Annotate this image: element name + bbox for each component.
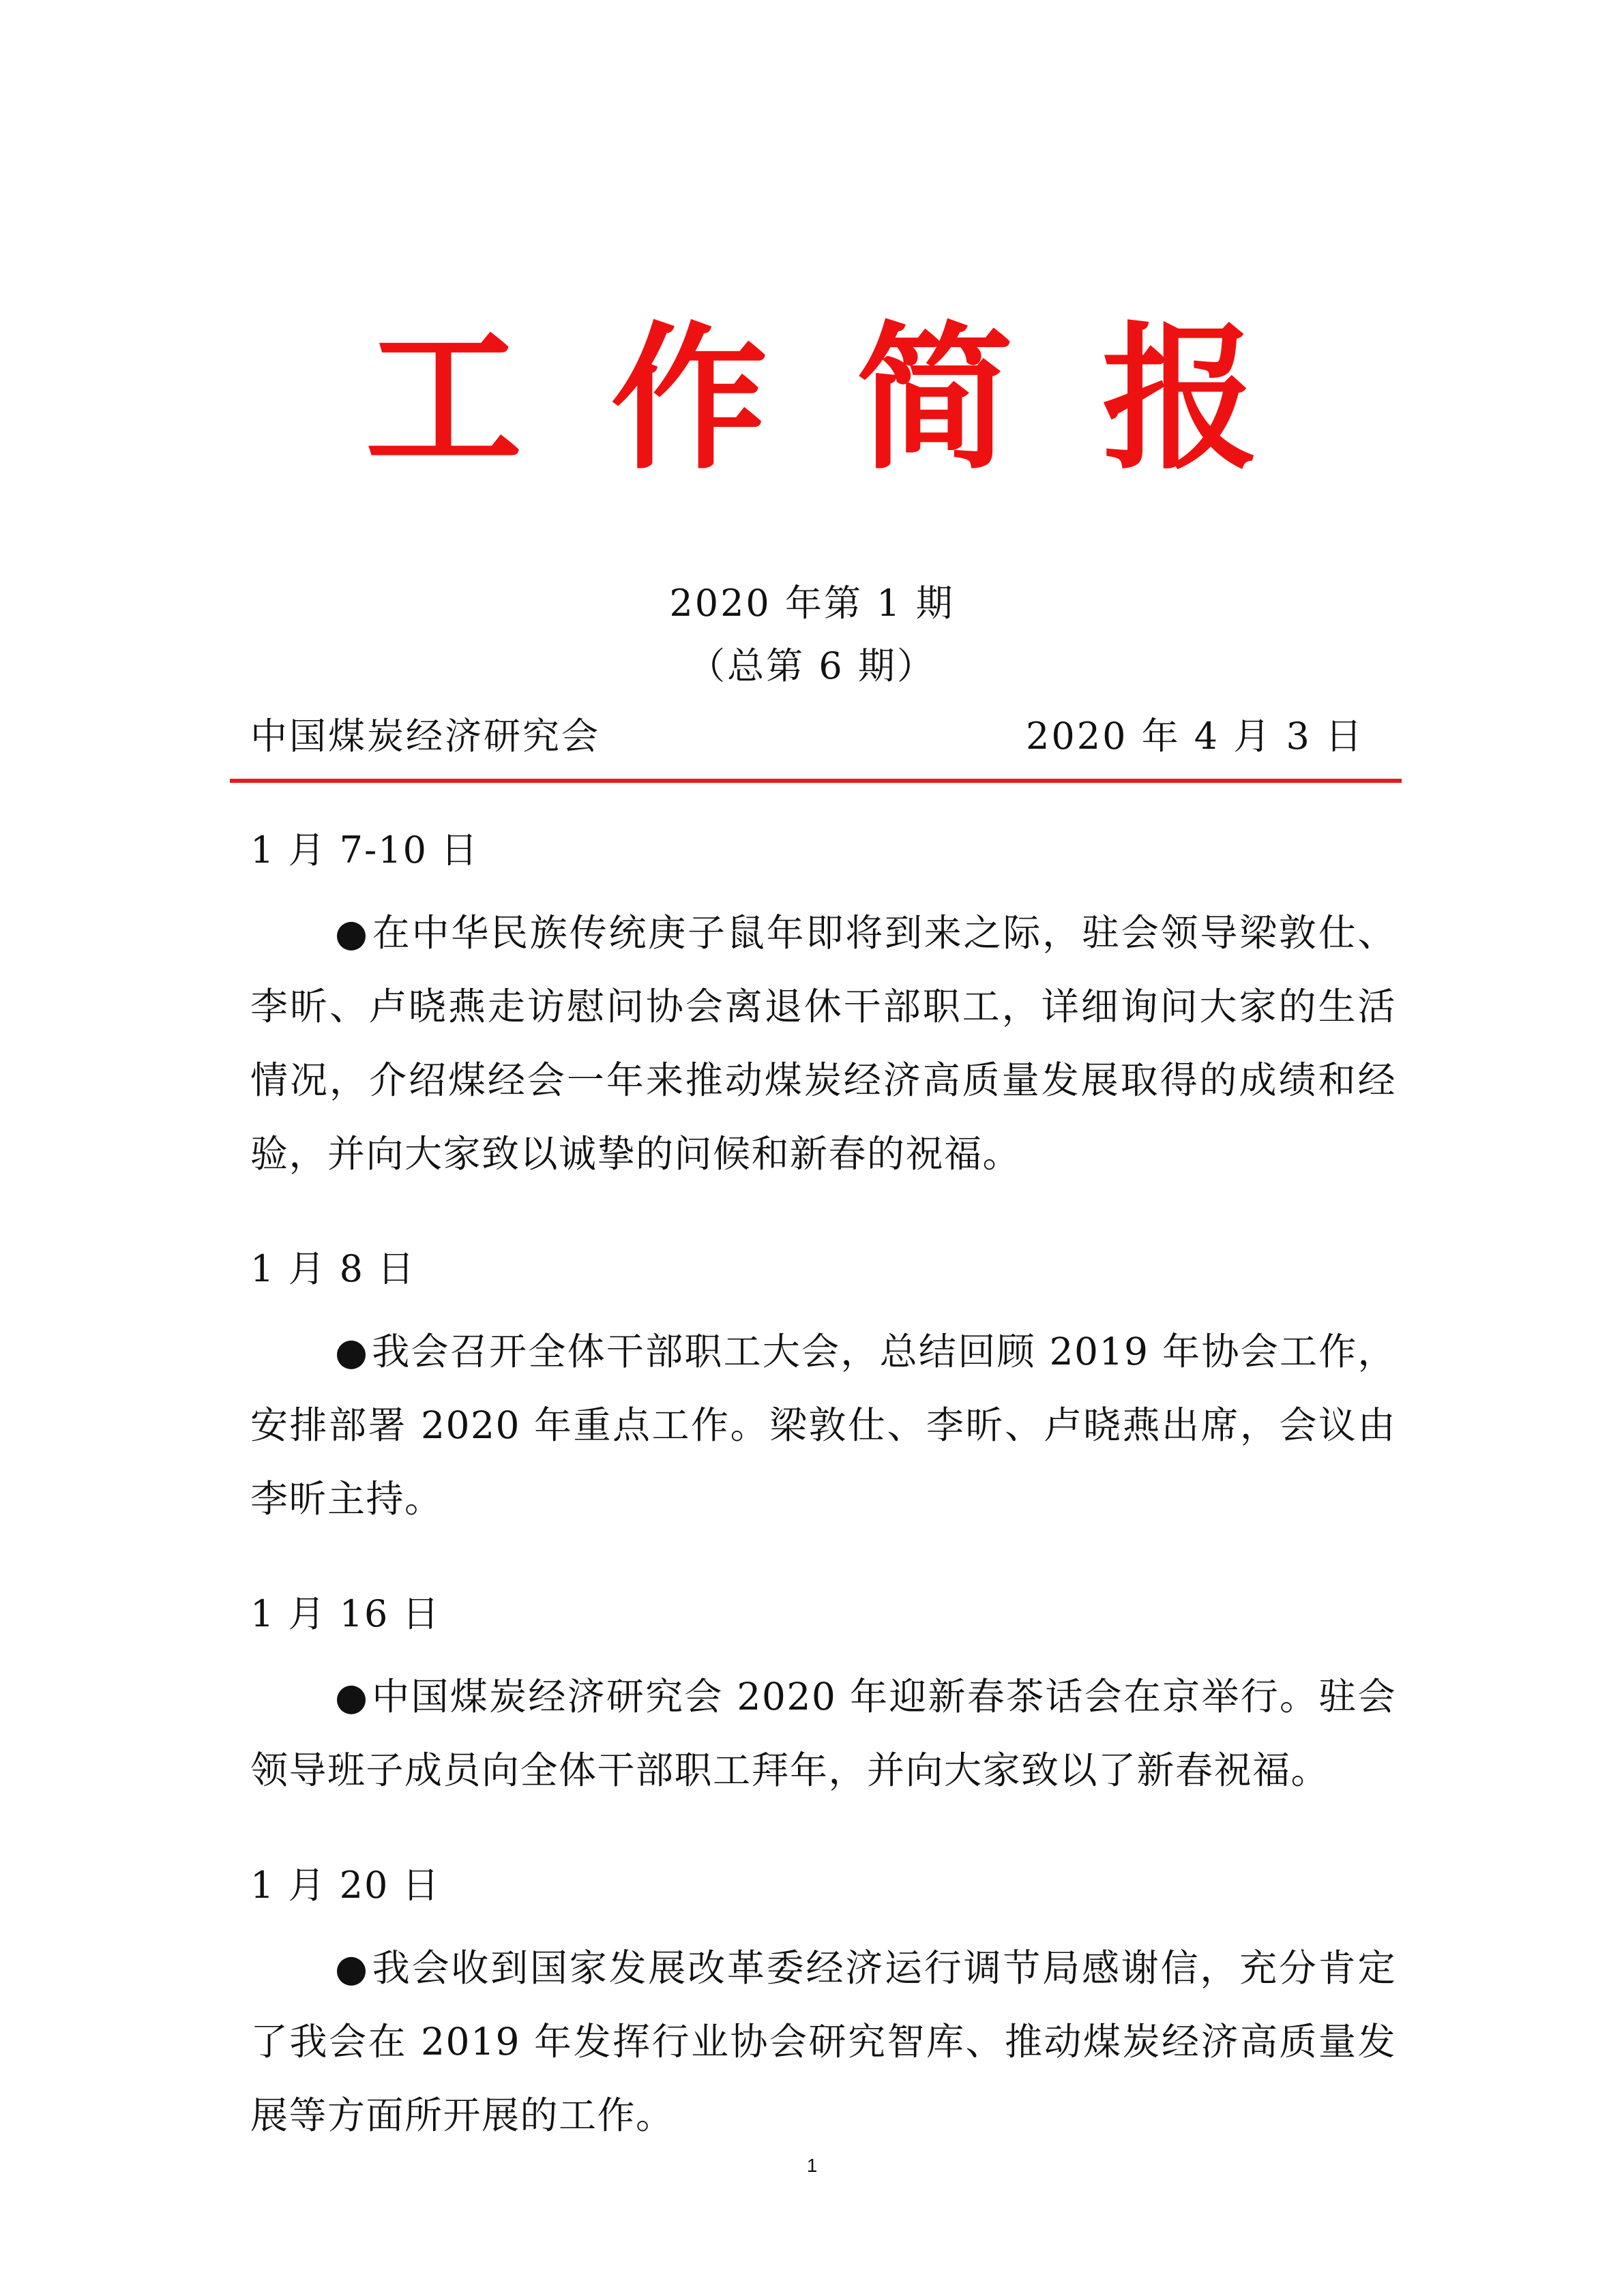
bullet-icon: ● [335,1675,370,1718]
entry-body: 中国煤炭经济研究会 2020 年迎新春茶话会在京举行。驻会领导班子成员向全体干部职工拜年，并向大家致以了新春祝福。 [250,1675,1396,1792]
masthead-title: 工作简报 [365,307,1348,491]
entry-text [250,896,1396,1191]
page-number: 1 [806,2155,818,2176]
entry-date: 1 月 8 日 [250,1247,416,1290]
bullet-icon: ● [335,911,370,955]
briefing-entry [250,829,1396,1191]
entry-body: 我会召开全体干部职工大会，总结回顾 2019 年协会工作，安排部署 2020 年重点工作。梁敦仕、李昕、卢晓燕出席，会议由李昕主持。 [250,1330,1396,1521]
entry-body: 在中华民族传统庚子鼠年即将到来之际，驻会领导梁敦仕、李昕、卢晓燕走访慰问协会离退休干部职工，详细询问大家的生活情况，介绍煤经会一年来推动煤炭经济高质量发展取得的成绩和经验，并向大家致以诚挚的问候和新春的祝福。 [250,911,1396,1176]
organization-name: 中国煤炭经济研究会 [250,715,600,758]
entry-date: 1 月 7-10 日 [250,829,479,871]
entry-text [250,1660,1396,1807]
issue-number: 2020 年第 1 期 [669,582,955,625]
issue-total-number: （总第 6 期） [688,644,936,687]
entry-date: 1 月 20 日 [250,1864,441,1907]
entry-text [250,1315,1396,1536]
entry-date: 1 月 16 日 [250,1592,441,1635]
briefing-entry [250,1247,1396,1536]
entry-text [250,1931,1396,2152]
briefing-content [250,829,1396,2212]
bullet-icon: ● [335,1330,370,1373]
briefing-entry [250,1864,1396,2152]
bullet-icon: ● [335,1946,370,1990]
red-divider-line [230,779,1402,783]
publish-date: 2020 年 4 月 3 日 [1026,715,1364,758]
briefing-entry [250,1592,1396,1807]
entry-body: 我会收到国家发展改革委经济运行调节局感谢信，充分肯定了我会在 2019 年发挥行业协会研究智库、推动煤炭经济高质量发展等方面所开展的工作。 [250,1946,1396,2137]
